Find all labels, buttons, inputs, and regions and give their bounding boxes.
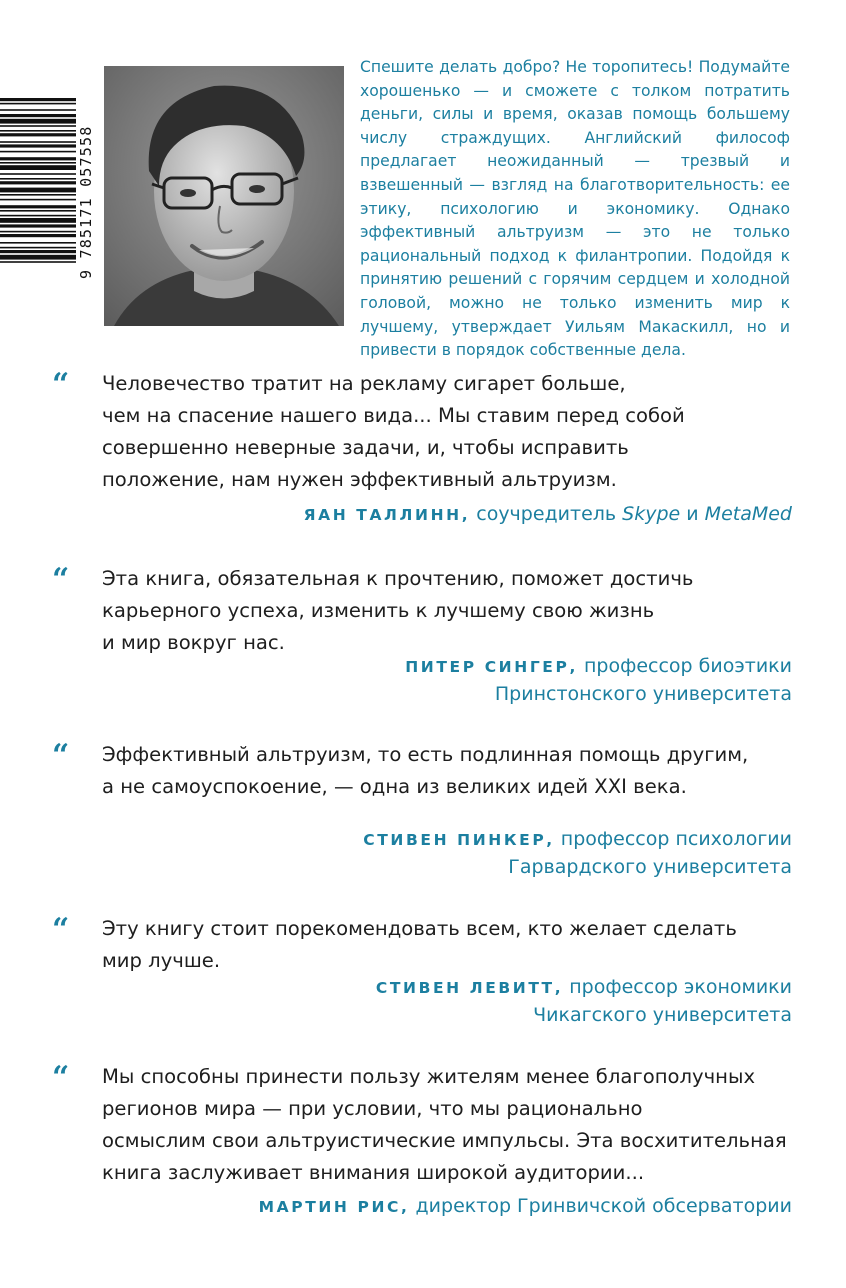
reviewer-name: СТИВЕН ПИНКЕР, (363, 831, 555, 849)
quote-line: регионов мира — при условии, что мы рационально (102, 1097, 643, 1120)
quote-attribution (259, 1193, 792, 1221)
reviewer-role: профессор экономики (563, 976, 792, 998)
barcode-bar (0, 210, 76, 212)
reviewer-role: директор Гринвичской обсерватории (409, 1195, 792, 1217)
quote-text (102, 563, 792, 659)
quote-line: Эффективный альтруизм, то есть подлинная помощь другим, (102, 743, 749, 766)
quote-attribution (304, 501, 792, 529)
barcode-bar (0, 109, 76, 111)
barcode-bar (0, 242, 76, 244)
reviewer-affiliation: Чикагского университета (533, 1004, 792, 1026)
barcode-bar (0, 103, 76, 105)
barcode-bar (0, 188, 76, 193)
quote-text (102, 1061, 792, 1189)
quote-text (102, 368, 792, 496)
barcode-bar (0, 255, 76, 260)
barcode-bar (0, 141, 76, 143)
barcode-bar (0, 125, 76, 127)
quote-line: Мы способны принести пользу жителям менее благополучных (102, 1065, 756, 1088)
reviewer-role: профессор биоэтики (577, 655, 792, 677)
reviewer-name: СТИВЕН ЛЕВИТТ, (375, 979, 564, 997)
reviewer-role: соучредитель (470, 503, 623, 525)
reviewer-affiliation: Принстонского университета (494, 683, 792, 705)
quote-mark-icon: “ (52, 1060, 70, 1095)
quote-attribution (405, 653, 792, 708)
barcode-bar (0, 218, 76, 223)
barcode-bar (0, 144, 76, 147)
reviewer-name: ПИТЕР СИНГЕР, (405, 658, 578, 676)
barcode-bar (0, 199, 76, 201)
barcode-bar (0, 98, 76, 101)
barcode-bar (0, 205, 76, 208)
reviewer-affiliation: Гарвардского университета (508, 856, 792, 878)
barcode-bar (0, 250, 76, 253)
company-skype: Skype (622, 503, 681, 525)
barcode-bar (0, 173, 76, 175)
reviewer-name: ЯАН ТАЛЛИНН, (303, 506, 471, 524)
barcode-bar (0, 194, 76, 196)
reviewer-role-joiner: и (680, 503, 705, 525)
barcode-bar (0, 119, 76, 124)
isbn-number: 9 785171 057558 (77, 125, 95, 279)
barcode-bar (0, 151, 76, 153)
quote-line: книга заслуживает внимания широкой аудитории... (102, 1161, 645, 1184)
quote-text (102, 739, 792, 803)
quote-line: мир лучше. (102, 949, 221, 972)
quote-mark-icon: “ (52, 367, 70, 402)
barcode-bar (0, 114, 76, 117)
quote-line: чем на спасение нашего вида... Мы ставим перед собой (102, 404, 685, 427)
barcode-bar (0, 165, 76, 170)
reviewer-role: профессор психологии (554, 828, 792, 850)
barcode-bar (0, 247, 76, 249)
barcode-bar (0, 181, 76, 184)
quote-attribution (376, 974, 792, 1029)
barcode-bar (0, 130, 76, 132)
book-description: Спешите делать добро? Не торопитесь! Подумайте хорошенько — и сможете с толком потратить деньги, силы и время, оказав помощь большему числу страждущих. Английский философ предлагает неожиданный — трезвый и взвешенный — взгляд на благотворительность: ее этику, психологию и экономику. Однако эффективный альтруизм — это не только рациональный подход к филантропии. Подойдя к принятию решений с горячим сердцем и холодной головой, можно не только изменить мир к лучшему, утверждает Уильям Макаскилл, но и привести в порядок собственные дела. (360, 58, 790, 360)
quote-line: карьерного успеха, изменить к лучшему свою жизнь (102, 599, 655, 622)
quote-line: осмыслим свои альтруистические импульсы. Эта восхитительная (102, 1129, 787, 1152)
quote-mark-icon: “ (52, 738, 70, 773)
quote-line: Эта книга, обязательная к прочтению, поможет достичь (102, 567, 694, 590)
company-metamed: MetaMed (704, 503, 792, 525)
quote-mark-icon: “ (52, 912, 70, 947)
barcode-bar (0, 224, 76, 227)
quote-attribution (363, 826, 792, 881)
quote-line: совершенно неверные задачи, и, чтобы исправить (102, 436, 629, 459)
author-photo (104, 66, 344, 326)
quote-line: Эту книгу стоит порекомендовать всем, кто желает сделать (102, 917, 737, 940)
quote-line: Человечество тратит на рекламу сигарет больше, (102, 372, 626, 395)
barcode-bar (0, 178, 76, 180)
barcode-bar (0, 261, 76, 263)
quote-line: и мир вокруг нас. (102, 631, 285, 654)
barcode-bar (0, 234, 76, 237)
barcode-bar (0, 231, 76, 233)
quote-mark-icon: “ (52, 562, 70, 597)
quote-text (102, 913, 792, 977)
barcode-bars (0, 96, 80, 308)
barcode-bar (0, 215, 76, 217)
reviewer-name: МАРТИН РИС, (258, 1198, 410, 1216)
quote-line: а не самоуспокоение, — одна из великих идей XXI века. (102, 775, 687, 798)
barcode-bar (0, 162, 76, 164)
quote-line: положение, нам нужен эффективный альтруизм. (102, 468, 617, 491)
barcode-bar (0, 157, 76, 160)
barcode-bar (0, 133, 76, 136)
